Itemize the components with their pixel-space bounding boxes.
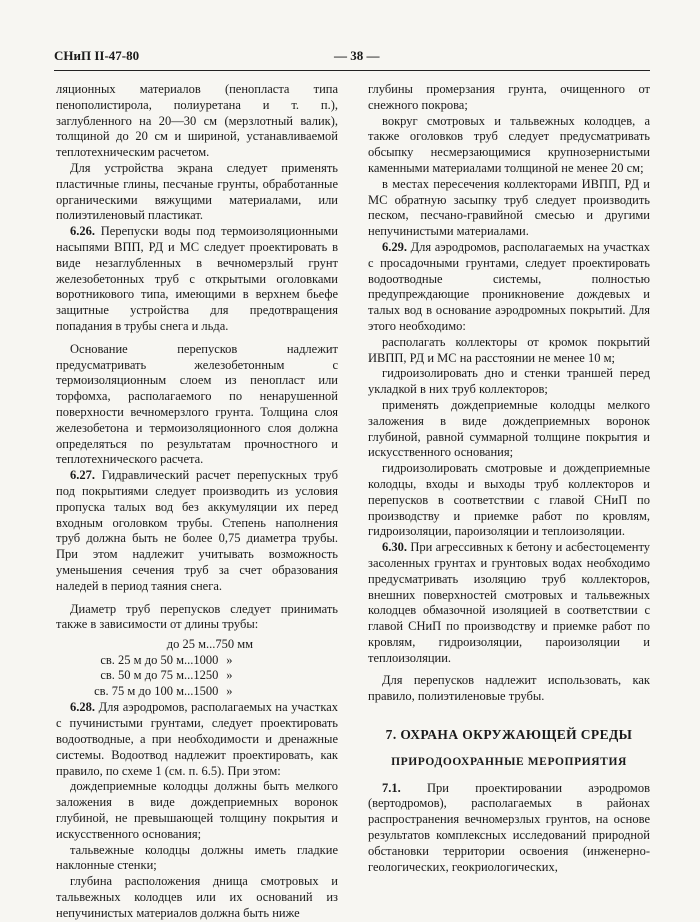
paragraph-text: гидроизолировать смотровые и дождеприемные колодцы, входы и выходы труб коллекторов и перепусков в соответствии с главой СНиП по производству и приемке работ по кровлям, гидроизоляции, пароизоляции и теплоизоляции. — [368, 461, 650, 539]
paragraph-text: располагать коллекторы от кромок покрытий ИВПП, РД и МС на расстоянии не менее 10 м; — [368, 334, 650, 365]
paragraph-text: глубина расположения днища смотровых и тальвежных колодцев или их оснований из непучинистых материалов должна быть ниже — [56, 874, 338, 920]
paragraph-text: Для устройства экрана следует применять пластичные глины, песчаные грунты, обработанные органическими вяжущими материалами, или полиэтиленовый пластикат. — [56, 160, 338, 223]
paragraph — [56, 82, 338, 161]
paragraph — [56, 779, 338, 842]
paragraph-text: вокруг смотровых и тальвежных колодцев, а также оголовков труб следует предусматривать обсыпку несмерзающимися крупнозернистыми каменными материалами толщиной не менее 20 см; — [368, 113, 650, 175]
length-range: св. 75 м до 100 м — [94, 683, 184, 698]
clause-number: 7.1. — [382, 780, 401, 795]
subsection-title: ПРИРОДООХРАННЫЕ МЕРОПРИЯТИЯ — [391, 755, 627, 768]
paragraph-text: Диаметр труб перепусков следует принимать также в зависимости от длины трубы: — [56, 601, 338, 632]
diameter-value: 750 мм — [215, 637, 254, 652]
right-column — [368, 82, 650, 875]
paragraph — [56, 161, 338, 224]
paragraph-text: ляционных материалов (пенопласта типа пенополистирола, полиуретана и т. п.), заглубленного на 20—30 см (мерзлотный валик), толщиной до 20 см и шириной, устанавливаемой теплотехническим расчетом. — [56, 82, 338, 160]
paragraph — [368, 177, 650, 240]
length-range: до 25 м — [166, 637, 206, 652]
paragraph — [368, 781, 650, 876]
paragraph — [368, 82, 650, 114]
paragraph-text: При проектировании аэродромов (вертодромов), располагаемых в районах распространения вечномерзлых грунтов, на основе результатов комплексных исследований природной обстановки территории освоения (инженерно-геологических, геокриологических, — [368, 780, 650, 874]
paragraph-text: тальвежные колодцы должны иметь гладкие наклонные стенки; — [56, 842, 338, 873]
paragraph — [368, 240, 650, 335]
leader-dots: ... — [206, 637, 216, 652]
paragraph — [56, 468, 338, 594]
length-range: св. 25 м до 50 м — [100, 652, 184, 667]
paragraph-text: При агрессивных к бетону и асбестоцементу засоленных грунтах и грунтовых водах необходимо предусматривать изоляцию труб коллекторов, внешних поверхностей смотровых и тальвежных колодцев обмазочной изоляцией в соответствии с главой СНиП по производству и приемке работ по кровлям, гидроизоляции, пароизоляции и теплоизоляции. — [368, 540, 651, 665]
paragraph-text: Для перепусков надлежит использовать, как правило, полиэтиленовые трубы. — [368, 673, 650, 704]
leader-dots: ... — [184, 683, 194, 698]
clause-number: 6.30. — [382, 540, 407, 555]
paragraph — [56, 843, 338, 875]
paragraph — [368, 540, 650, 666]
paragraph — [368, 366, 650, 398]
paragraph-text: в местах пересечения коллекторами ИВПП, РД и МС обратную засыпку труб следует производить песком, песчано-гравийной смесью и другими непучинистыми материалами. — [368, 176, 650, 239]
table-row — [56, 684, 338, 700]
section-title: 7. ОХРАНА ОКРУЖАЮЩЕЙ СРЕДЫ — [385, 727, 633, 743]
paragraph — [56, 874, 338, 921]
diameter-value: 1250 — [193, 668, 219, 683]
paragraph — [368, 673, 650, 705]
diameter-value: 1500 — [193, 683, 219, 698]
ditto-mark: » — [226, 652, 233, 667]
paragraph — [56, 602, 338, 634]
paragraph-text: Перепуски воды под термоизоляционными насыпями ВПП, РД и МС следует проектировать в виде незаглубленных в вечномерзлый грунт железобетонных труб с открытыми оголовками воротникового типа, имеющими в верхнем бьефе защитные устройства для предотвращения попадания в трубы снега и льда. — [56, 224, 338, 333]
clause-number: 6.29. — [382, 239, 407, 254]
page-number: — 38 — — [334, 48, 380, 63]
paragraph — [368, 461, 650, 540]
table-row — [56, 637, 338, 653]
table-row — [56, 668, 338, 684]
paragraph — [56, 224, 338, 335]
leader-dots: ... — [184, 668, 194, 683]
paragraph — [368, 114, 650, 177]
paragraph-text: Основание перепусков надлежит предусматривать железобетонным с термоизоляционным слоем из пенопласт или торфомха, располагаемого по ненарушенной поверхности вечномерзлого грунта. Толщина слоя железобетона и термоизоляционного слоя должна определяться по результатам прочностного и теплотехнического расчета. — [56, 341, 338, 467]
ditto-mark — [253, 637, 275, 653]
clause-number: 6.27. — [70, 468, 95, 483]
paragraph-text: гидроизолировать дно и стенки траншей перед укладкой в них труб коллекторов; — [368, 366, 650, 397]
clause-number: 6.26. — [70, 224, 95, 239]
diameter-value: 1000 — [193, 652, 219, 667]
paragraph — [368, 398, 650, 461]
paragraph-text: Для аэродромов, располагаемых на участках с просадочными грунтами, следует проектировать водоотводные системы, полностью предупреждающие проникновение дождевых и талых вод в основание аэродромных покрытий. Для этого необходимо: — [368, 239, 650, 333]
table-row — [56, 653, 338, 669]
length-range: св. 50 м до 75 м — [100, 668, 184, 683]
paragraph — [368, 335, 650, 367]
paragraph-text: применять дождеприемные колодцы мелкого заложения в виде дождеприемных воронок глубиной, равной суммарной толщине покрытия и искусственного основания; — [368, 397, 650, 460]
pipe-diameter-table — [56, 637, 338, 699]
document-code: СНиП II-47-80 — [54, 48, 140, 63]
paragraph-text: дождеприемные колодцы должны быть мелкого заложения в виде дождеприемных воронок глубиной, не превышающей толщину покрытия и искусственного основания; — [56, 779, 338, 841]
paragraph-text: глубины промерзания грунта, очищенного от снежного покрова; — [368, 82, 650, 112]
paragraph — [56, 342, 338, 468]
leader-dots: ... — [184, 652, 194, 667]
page-header — [54, 46, 650, 71]
paragraph-text: Гидравлический расчет перепускных труб под покрытиями следует производить из условия пропуска талых вод без аккумуляции их перед входным оголовком трубы. Степень наполнения труб должна быть не более 0,75 диаметра трубы. При этом надлежит учитывать возможность уменьшения сечения труб за счет образования наледей в период таяния снега. — [56, 468, 338, 593]
left-column — [56, 82, 338, 922]
paragraph — [56, 700, 338, 779]
ditto-mark: » — [226, 668, 233, 683]
paragraph-text: Для аэродромов, располагаемых на участках с пучинистыми грунтами, следует проектировать водоотводные, а при необходимости и дренажные системы. Водоотвод надлежит проектировать, как правило, по схеме 1 (см. п. 6.5). При этом: — [56, 700, 338, 778]
clause-number: 6.28. — [70, 700, 95, 715]
ditto-mark: » — [226, 683, 233, 698]
